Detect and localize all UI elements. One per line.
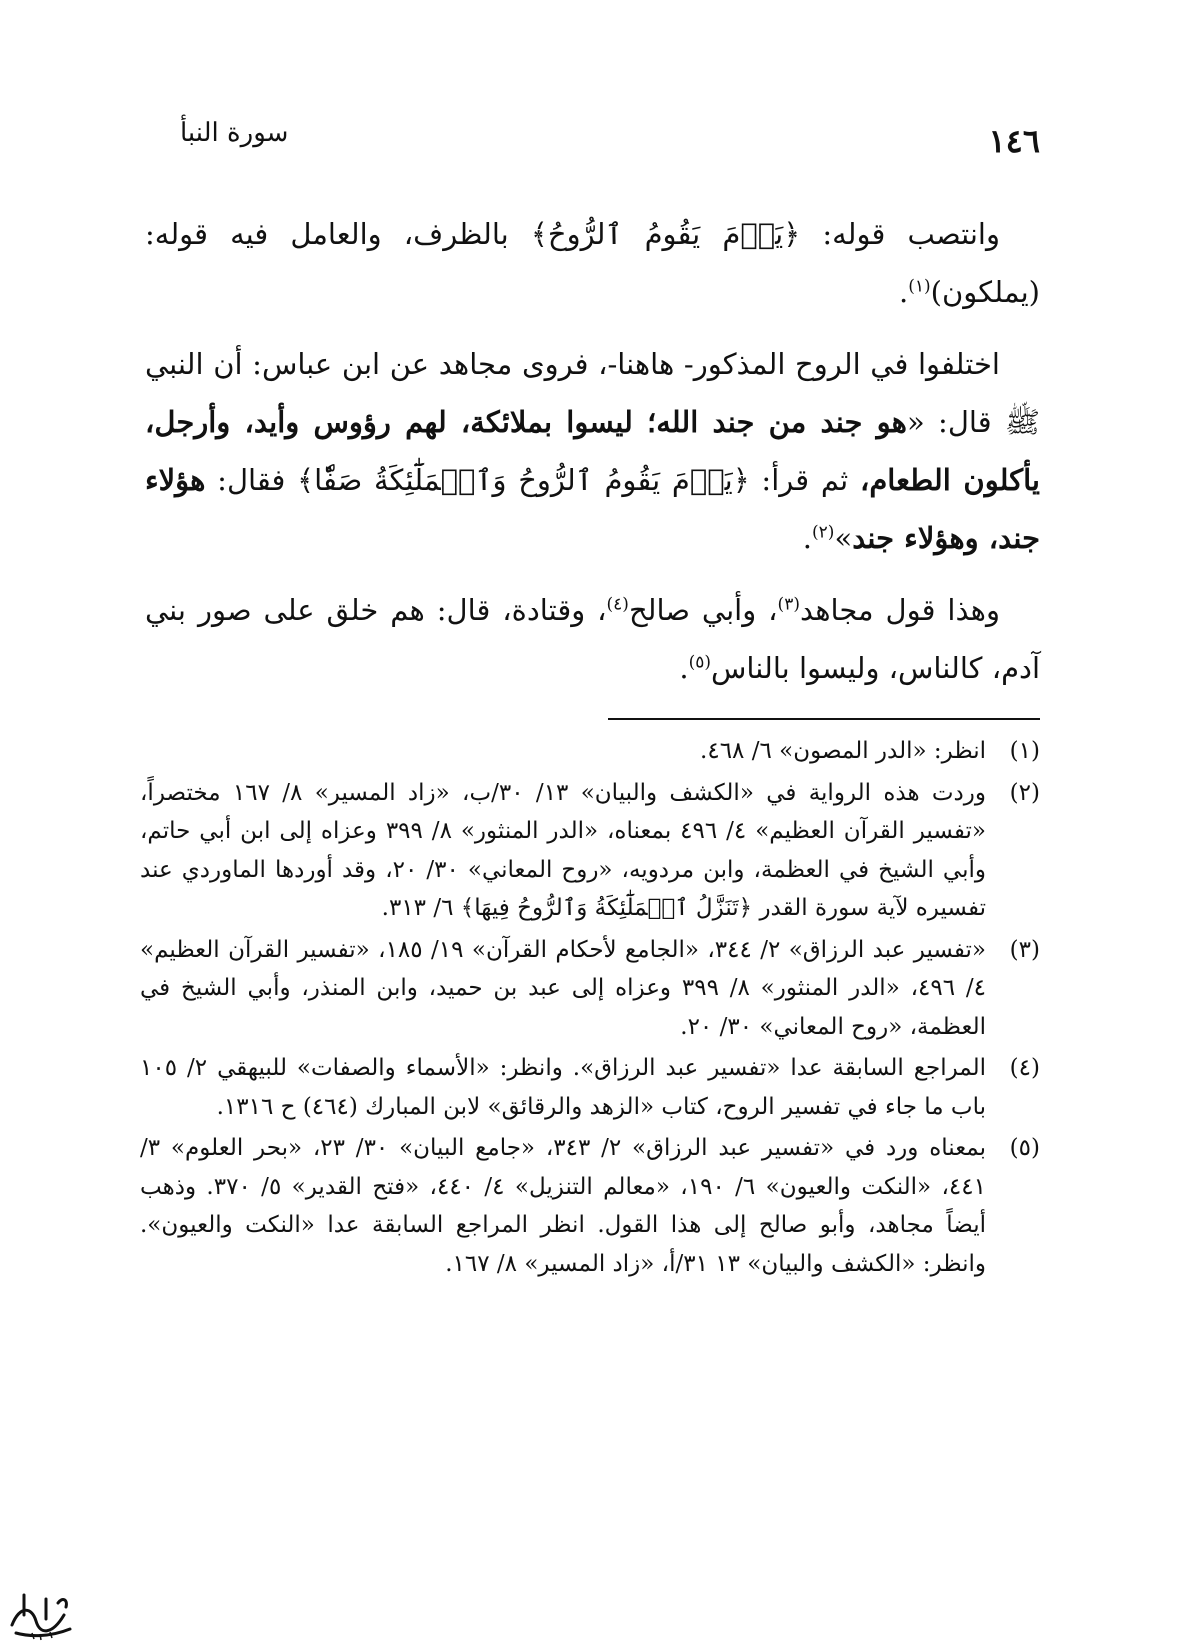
running-title: سورة النبأ — [180, 118, 289, 148]
footnotes — [140, 732, 1040, 1286]
footnote-4 — [140, 1049, 1040, 1126]
p1-text-b: بالظرف، والعامل فيه قوله: (يملكون) — [145, 217, 1040, 309]
footnote-number: (١) — [1009, 738, 1040, 764]
p3-text-d: . — [679, 651, 689, 685]
calligraphy-logo — [6, 1585, 76, 1643]
footnote-ref-5[interactable]: (٥) — [688, 652, 711, 673]
footnote-text: «تفسير عبد الرزاق» ٢/ ٣٤٤، «الجامع لأحكام القرآن» ١٩/ ١٨٥، «تفسير القرآن العظيم» ٤/ ٤٩٦، «الدر المنثور» ٨/ ٣٩٩ وعزاه إلى عبد بن حميد، وابن المنذر، وأبي الشيخ في العظمة، «روح المعاني» ٣٠/ ٢٠. — [140, 936, 987, 1040]
footnote-text: انظر: «الدر المصون» ٦/ ٤٦٨. — [700, 738, 986, 764]
footnote-ref-3[interactable]: (٣) — [777, 594, 800, 615]
p2-text-a: اختلفوا في الروح المذكور- هاهنا-، فروى مجاهد عن ابن عباس: أن النبي ﷺ قال: « — [145, 347, 1040, 439]
footnote-text: وردت هذه الرواية في «الكشف والبيان» ١٣/ ٣٠/ب، «زاد المسير» ٨/ ١٦٧ مختصراً، «تفسير القرآن العظيم» ٤/ ٤٩٦ بمعناه، «الدر المنثور» ٨/ ٣٩٩ وعزاه إلى ابن أبي حاتم، وأبي الشيخ في العظمة، وابن مردويه، «روح المعاني» ٣٠/ ٢٠، وقد أوردها الماوردي عند تفسيره لآية سورة القدر ﴿تَنَزَّلُ ٱلۡمَلَٰٓئِكَةُ وَٱلرُّوحُ فِيهَا﴾ ٦/ ٣١٣. — [140, 779, 987, 921]
paragraph-2 — [145, 335, 1040, 567]
p3-text-b: ، وأبي صالح — [628, 593, 778, 627]
footnote-number: (٤) — [1009, 1055, 1040, 1081]
quran-verse-2: ﴿يَوۡمَ يَقُومُ ٱلرُّوحُ وَٱلۡمَلَٰٓئِكَةُ صَفّٗا﴾ — [297, 463, 750, 497]
page-header — [180, 118, 1040, 168]
footnote-2 — [140, 774, 1040, 928]
footnote-3 — [140, 931, 1040, 1047]
p2-text-b: ثم قرأ: — [749, 463, 860, 497]
footnote-number: (٥) — [1009, 1135, 1040, 1161]
p2-text-e: . — [802, 521, 813, 555]
quran-verse-1: ﴿يَوۡمَ يَقُومُ ٱلرُّوحُ﴾ — [530, 217, 801, 251]
paragraph-1 — [145, 205, 1040, 321]
footnote-text: بمعناه ورد في «تفسير عبد الرزاق» ٢/ ٣٤٣، «جامع البيان» ٣٠/ ٢٣، «بحر العلوم» ٣/ ٤٤١، «النكت والعيون» ٦/ ١٩٠، «معالم التنزيل» ٤/ ٤٤٠، «فتح القدير» ٥/ ٣٧٠. وذهب أيضاً مجاهد، وأبو صالح إلى هذا القول. انظر المراجع السابقة عدا «النكت والعيون». وانظر: «الكشف والبيان» ١٣ ٣١/أ، «زاد المسير» ٨/ ١٦٧. — [140, 1135, 987, 1277]
p2-text-c: فقال: — [205, 463, 298, 497]
footnote-divider — [608, 718, 1040, 720]
paragraph-3 — [145, 581, 1040, 697]
footnote-number: (٣) — [1009, 936, 1040, 963]
p2-text-d: » — [834, 521, 853, 555]
p1-text-c: . — [899, 275, 909, 309]
p3-text-c: ، وقتادة، قال: هم خلق على صور بني آدم، كالناس، وليسوا بالناس — [145, 593, 1040, 685]
p1-text-a: وانتصب قوله: — [800, 217, 1000, 251]
footnote-5 — [140, 1129, 1040, 1283]
page-number: ١٤٦ — [988, 122, 1040, 160]
hadith-text-2: هؤلاء جند، وهؤلاء جند — [145, 463, 1040, 555]
p3-text-a: وهذا قول مجاهد — [799, 593, 1000, 627]
footnote-ref-4[interactable]: (٤) — [606, 594, 629, 615]
footnote-ref-2[interactable]: (٢) — [812, 522, 835, 543]
footnote-ref-1[interactable]: (١) — [908, 276, 931, 297]
main-text — [145, 205, 1040, 711]
footnote-1 — [140, 732, 1040, 771]
footnote-number: (٢) — [1009, 779, 1040, 806]
footnote-text: المراجع السابقة عدا «تفسير عبد الرزاق». وانظر: «الأسماء والصفات» للبيهقي ٢/ ١٠٥ باب ما جاء في تفسير الروح، كتاب «الزهد والرقائق» لابن المبارك (٤٦٤) ح ١٣١٦. — [140, 1055, 987, 1120]
hadith-text-1: هو جند من جند الله؛ ليسوا بملائكة، لهم رؤوس وأيد، وأرجل، يأكلون الطعام، — [145, 405, 1040, 497]
